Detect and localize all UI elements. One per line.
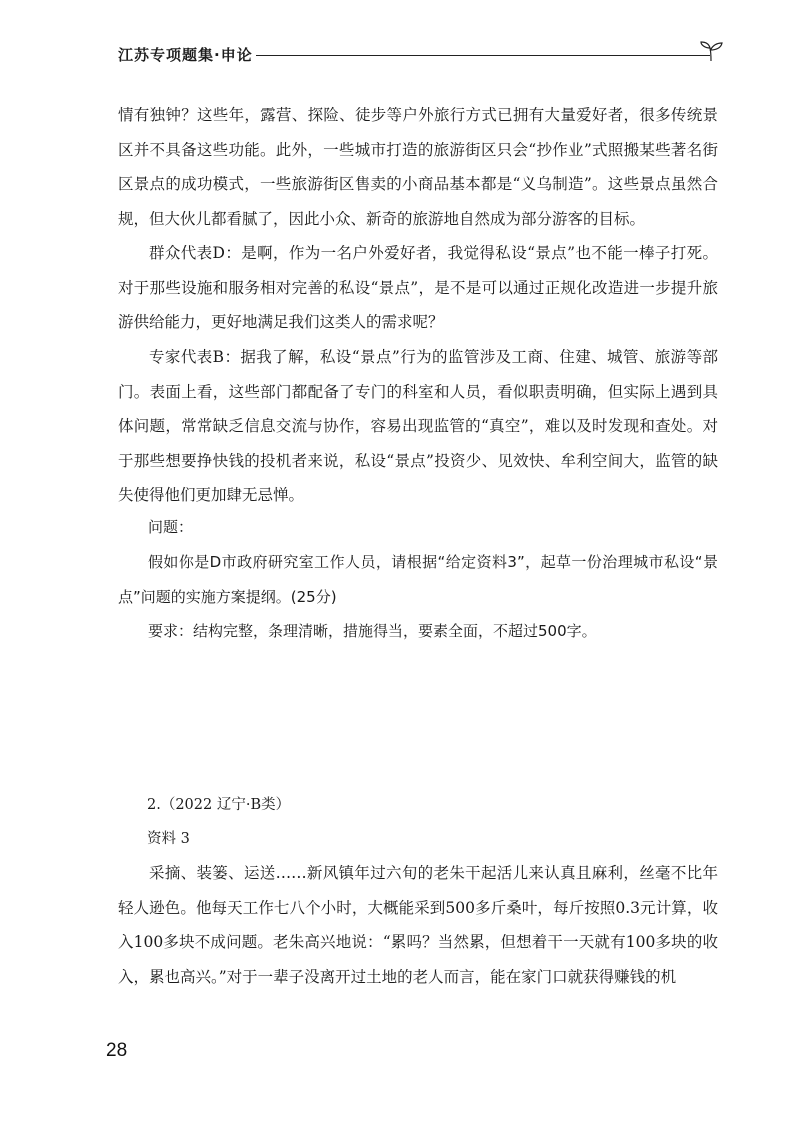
page-number: 28	[106, 1040, 128, 1061]
running-header	[118, 40, 724, 70]
question-text: 假如你是D市政府研究室工作人员，请根据“给定资料3”，起草一份治理城市私设“景点”问题的实施方案提纲。(25分)	[118, 553, 718, 606]
requirement-text: 要求：结构完整，条理清晰，措施得当，要素全面，不超过500字。	[148, 622, 597, 640]
item-heading: 2.（2022 辽宁·B类）	[147, 797, 291, 813]
paragraph-continuation: 情有独钟？这些年，露营、探险、徒步等户外旅行方式已拥有大量爱好者，很多传统景区并不具备这些功能。此外，一些城市打造的旅游街区只会“抄作业”式照搬某些著名街区景点的成功模式，一些旅游街区售卖的小商品基本都是“义乌制造”。这些景点虽然合规，但大伙儿都看腻了，因此小众、新奇的旅游地自然成为部分游客的目标。	[118, 106, 718, 228]
material-label: 资料 3	[147, 831, 190, 847]
header-title: 江苏专项题集·申论	[118, 46, 253, 64]
paragraph-public-representative-d: 群众代表D：是啊，作为一名户外爱好者，我觉得私设“景点”也不能一棒子打死。对于那些设施和服务相对完善的私设“景点”，是不是可以通过正规化改造进一步提升旅游供给能力，更好地满足我们这类人的需求呢？	[118, 244, 718, 331]
material-paragraph: 采摘、装篓、运送……新风镇年过六旬的老朱干起活儿来认真且麻利，丝毫不比年轻人逊色。他每天工作七八个小时，大概能采到500多斤桑叶，每斤按照0.3元计算，收入100多块不成问题。老朱高兴地说：“累吗？当然累，但想着干一天就有100多块的收入，累也高兴。”对于一辈子没离开过土地的老人而言，能在家门口就获得赚钱的机	[118, 864, 718, 986]
header-rule	[256, 55, 710, 56]
paragraph-expert-representative-b: 专家代表B：据我了解，私设“景点”行为的监管涉及工商、住建、城管、旅游等部门。表面上看，这些部门都配备了专门的科室和人员，看似职责明确，但实际上遇到具体问题，常常缺乏信息交流与协作，容易出现监管的“真空”，难以及时发现和查处。对于那些想要挣快钱的投机者来说，私设“景点”投资少、见效快、牟利空间大，监管的缺失使得他们更加肆无忌惮。	[118, 348, 718, 504]
sprout-leaf-icon	[698, 40, 724, 62]
question-label: 问题：	[148, 518, 194, 536]
